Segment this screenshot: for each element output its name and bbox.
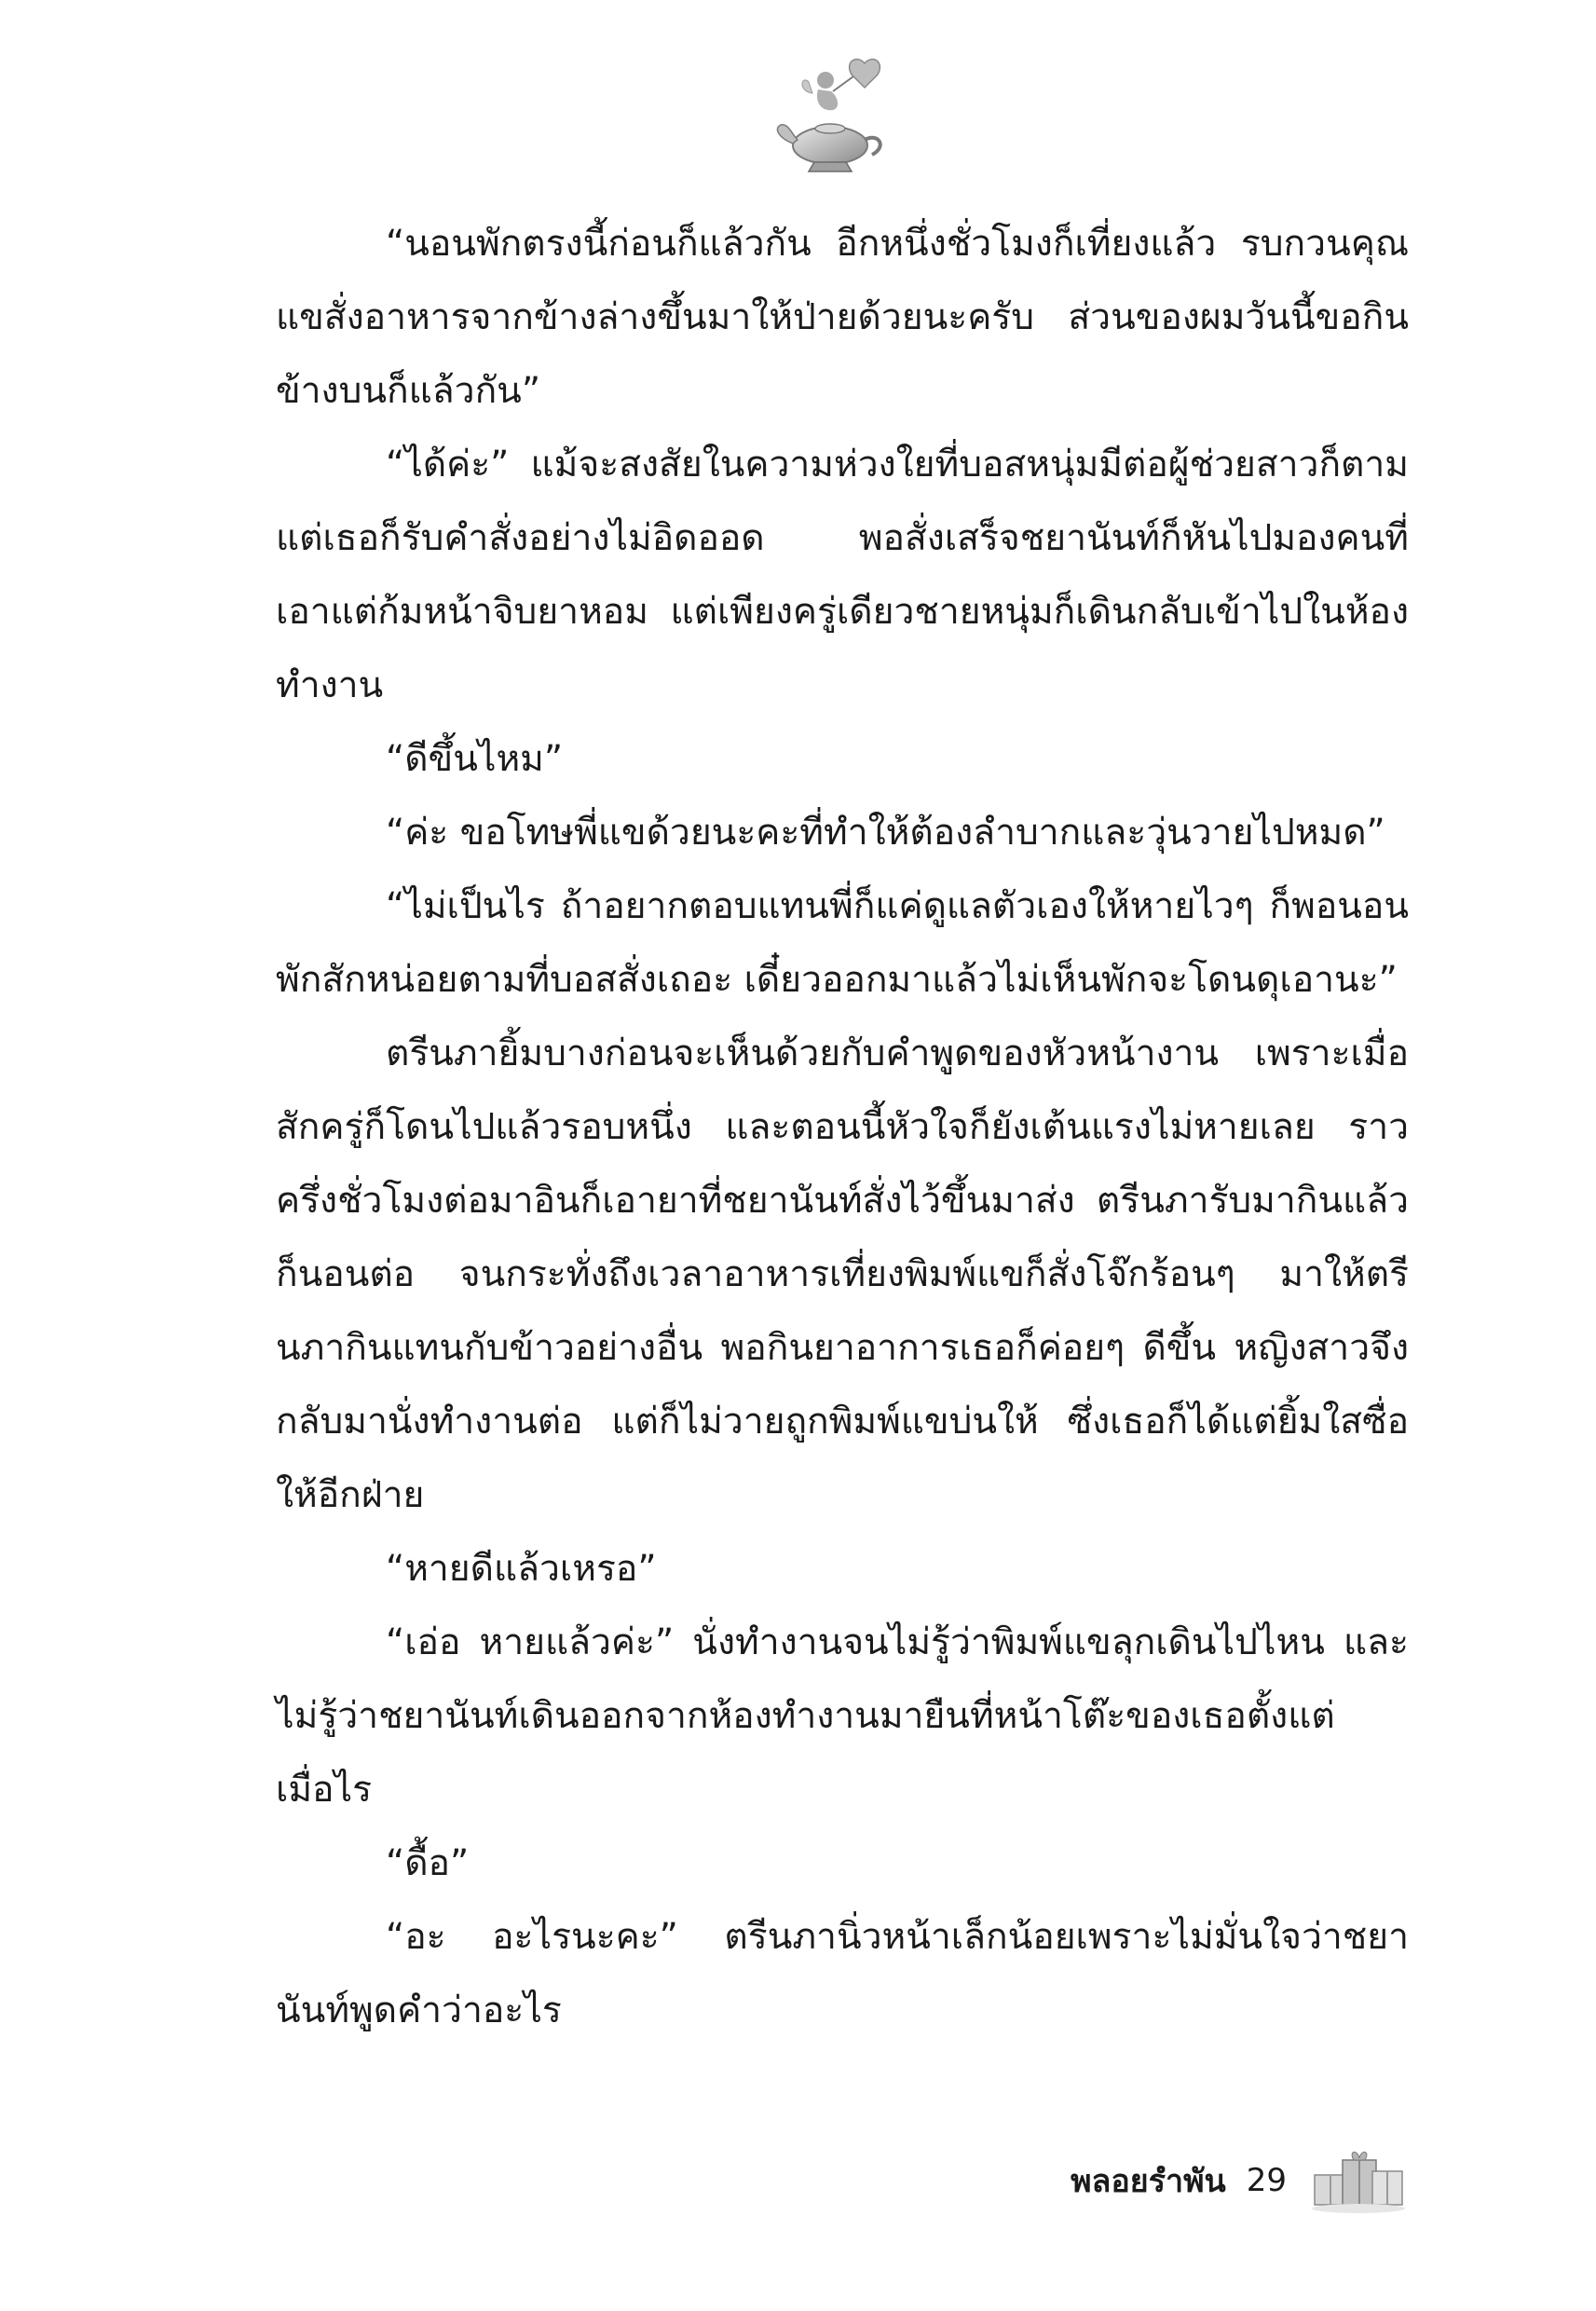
paragraph: “หายดีแล้วเหรอ” xyxy=(386,1548,657,1590)
paragraph: “ค่ะ ขอโทษพี่แขด้วยนะคะที่ทำให้ต้องลำบากและวุ่นวายไปหมด” xyxy=(386,812,1385,854)
paragraph: “ดีขึ้นไหม” xyxy=(386,738,564,780)
paragraph: “เอ่อ หายแล้วค่ะ” นั่งทำงานจนไม่รู้ว่าพิมพ์แขลุกเดินไปไหน และไม่รู้ว่าชยานันท์เดินออกจากห้องทำงานมายืนที่หน้าโต๊ะของเธอตั้งแต่เมื่อไร xyxy=(276,1621,1409,1811)
gift-boxes-ornament-icon xyxy=(1307,2147,1410,2214)
page-footer xyxy=(1071,2143,1410,2218)
body-text xyxy=(276,207,1409,2047)
page-number: 29 xyxy=(1246,2162,1287,2199)
lamp-ornament-icon xyxy=(760,54,900,194)
book-title: พลอยรำพัน xyxy=(1071,2163,1226,2200)
paragraph: ตรีนภายิ้มบางก่อนจะเห็นด้วยกับคำพูดของหัวหน้างาน เพราะเมื่อสักครู่ก็โดนไปแล้วรอบหนึ่ง และตอนนี้หัวใจก็ยังเต้นแรงไม่หายเลย ราวครึ่งชั่วโมงต่อมาอินก็เอายาที่ชยานันท์สั่งไว้ขึ้นมาส่ง ตรีนภารับมากินแล้วก็นอนต่อ จนกระทั่งถึงเวลาอาหารเที่ยงพิมพ์แขก็สั่งโจ๊กร้อนๆ มาให้ตรีนภากินแทนกับข้าวอย่างอื่น พอกินยาอาการเธอก็ค่อยๆ ดีขึ้น หญิงสาวจึงกลับมานั่งทำงานต่อ แต่ก็ไม่วายถูกพิมพ์แขบ่นให้ ซึ่งเธอก็ได้แต่ยิ้มใสซื่อให้อีกฝ่าย xyxy=(276,1032,1409,1516)
paragraph: “ได้ค่ะ” แม้จะสงสัยในความห่วงใยที่บอสหนุ่มมีต่อผู้ช่วยสาวก็ตาม แต่เธอก็รับคำสั่งอย่างไม่อิดออด พอสั่งเสร็จชยานันท์ก็หันไปมองคนที่เอาแต่ก้มหน้าจิบยาหอม แต่เพียงครู่เดียวชายหนุ่มก็เดินกลับเข้าไปในห้องทำงาน xyxy=(276,444,1409,706)
paragraph: “ดื้อ” xyxy=(386,1842,470,1884)
paragraph: “นอนพักตรงนี้ก่อนก็แล้วกัน อีกหนึ่งชั่วโมงก็เที่ยงแล้ว รบกวนคุณแขสั่งอาหารจากข้างล่างขึ้นมาให้ป่ายด้วยนะครับ ส่วนของผมวันนี้ขอกินข้างบนก็แล้วกัน” xyxy=(276,223,1409,412)
paragraph: “อะ อะไรนะคะ” ตรีนภานิ่วหน้าเล็กน้อยเพราะไม่มั่นใจว่าชยานันท์พูดคำว่าอะไร xyxy=(276,1916,1409,2031)
paragraph: “ไม่เป็นไร ถ้าอยากตอบแทนพี่ก็แค่ดูแลตัวเองให้หายไวๆ ก็พอนอนพักสักหน่อยตามที่บอสสั่งเถอะ เดี๋ยวออกมาแล้วไม่เห็นพักจะโดนดุเอานะ” xyxy=(276,885,1409,1001)
